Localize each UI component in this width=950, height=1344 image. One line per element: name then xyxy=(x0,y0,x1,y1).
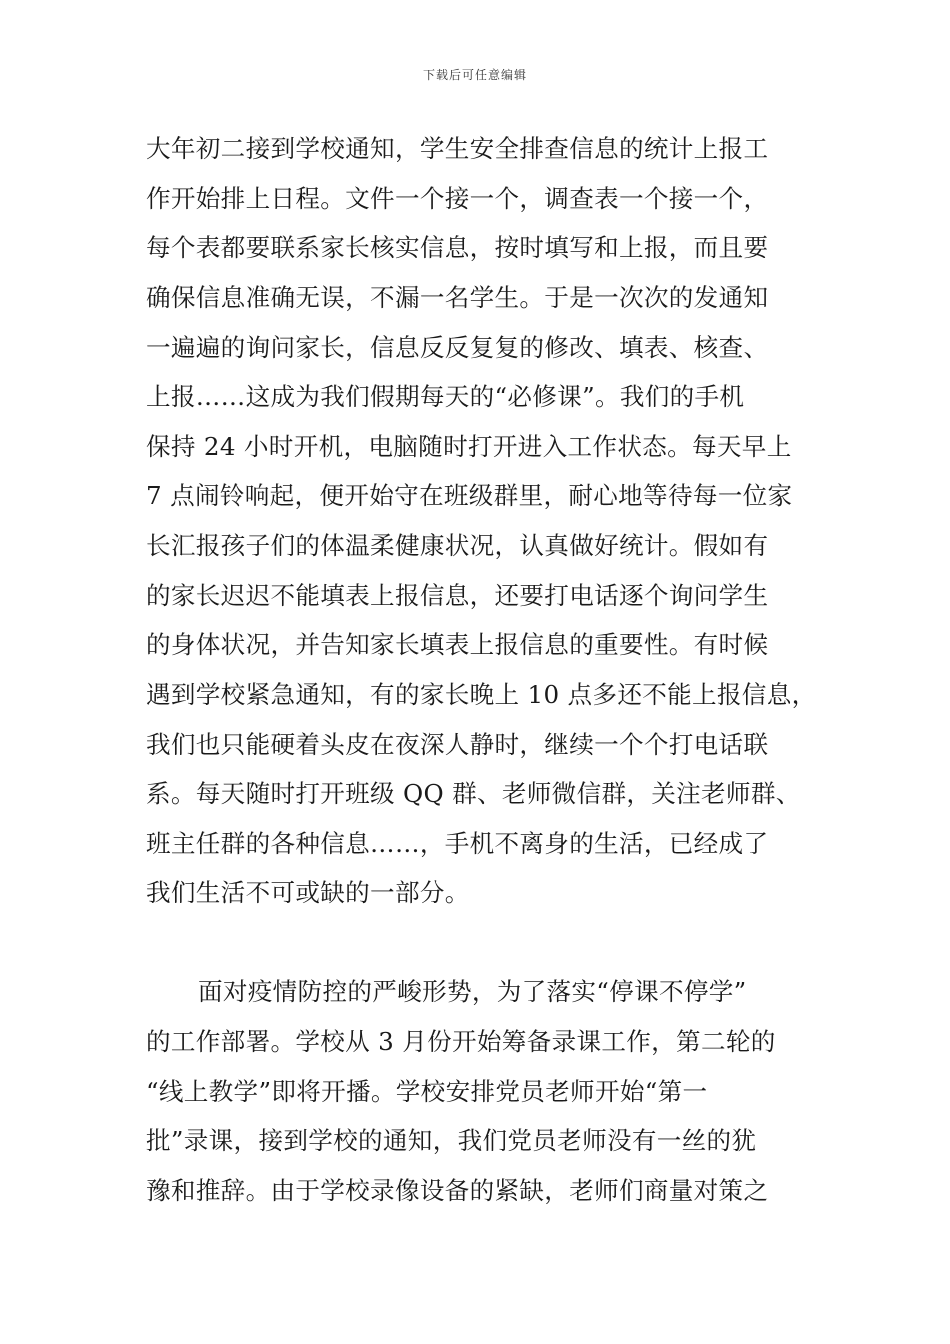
text-line: 系。每天随时打开班级 QQ 群、老师微信群，关注老师群、 xyxy=(146,779,801,808)
text-line: 保持 24 小时开机，电脑随时打开进入工作状态。每天早上 xyxy=(146,432,792,461)
text-line: 的家长迟迟不能填表上报信息，还要打电话逐个询问学生 xyxy=(146,581,769,610)
text-line: 上报……这成为我们假期每天的“必修课”。我们的手机 xyxy=(146,382,745,411)
text-line: 的身体状况，并告知家长填表上报信息的重要性。有时候 xyxy=(146,630,769,659)
text-line: 豫和推辞。由于学校录像设备的紧缺，老师们商量对策之 xyxy=(146,1176,769,1205)
text-line: 面对疫情防控的严峻形势，为了落实“停课不停学” xyxy=(198,977,747,1006)
text-line: 班主任群的各种信息……，手机不离身的生活，已经成了 xyxy=(146,829,769,858)
text-line: 作开始排上日程。文件一个接一个，调查表一个接一个， xyxy=(146,184,769,213)
text-line: 大年初二接到学校通知，学生安全排查信息的统计上报工 xyxy=(146,134,769,163)
page-header: 下载后可任意编辑 xyxy=(422,68,527,82)
text-line: “线上教学”即将开播。学校安排党员老师开始“第一 xyxy=(146,1077,708,1106)
text-line: 确保信息准确无误，不漏一名学生。于是一次次的发通知 xyxy=(146,283,769,312)
text-line: 遇到学校紧急通知，有的家长晚上 10 点多还不能上报信息， xyxy=(146,680,817,709)
text-line: 每个表都要联系家长核实信息，按时填写和上报，而且要 xyxy=(146,233,769,262)
text-line: 批”录课，接到学校的通知，我们党员老师没有一丝的犹 xyxy=(146,1126,757,1155)
text-line: 一遍遍的询问家长，信息反反复复的修改、填表、核查、 xyxy=(146,333,769,362)
text-line: 7 点闹铃响起，便开始守在班级群里，耐心地等待每一位家 xyxy=(146,481,793,510)
text-line: 长汇报孩子们的体温柔健康状况，认真做好统计。假如有 xyxy=(146,531,769,560)
text-line: 的工作部署。学校从 3 月份开始筹备录课工作，第二轮的 xyxy=(146,1027,776,1056)
text-line: 我们也只能硬着头皮在夜深人静时，继续一个个打电话联 xyxy=(146,730,769,759)
text-line: 我们生活不可或缺的一部分。 xyxy=(146,878,470,907)
